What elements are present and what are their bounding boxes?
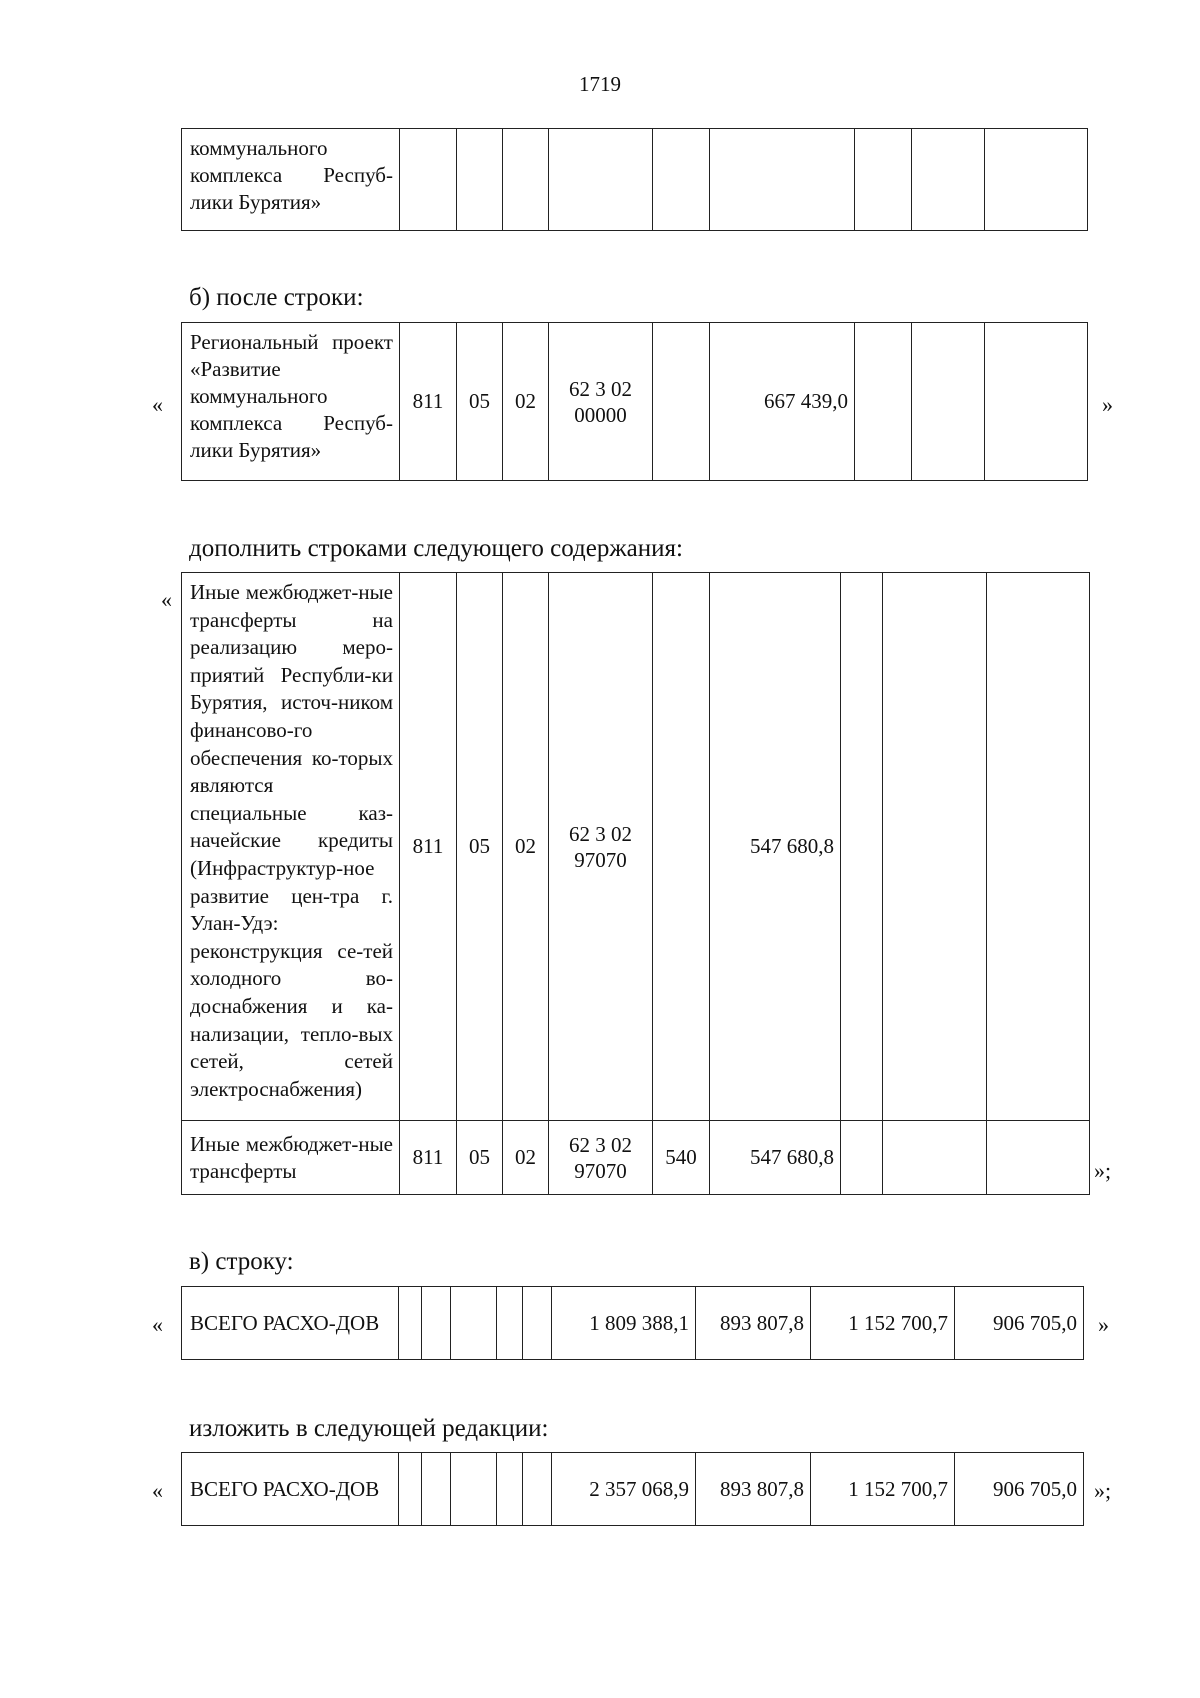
cell-sum-2: 893 807,8 (696, 1287, 811, 1360)
cell-empty (399, 1287, 422, 1360)
cell-sum-3: 1 152 700,7 (811, 1453, 955, 1526)
cell-empty (987, 573, 1090, 1121)
cell-empty (451, 1287, 497, 1360)
csr-part-2: 97070 (574, 1158, 627, 1183)
open-quote: « (152, 1478, 163, 1503)
page-number: 1719 (579, 72, 621, 96)
cell-empty (523, 1453, 552, 1526)
cell-empty (653, 129, 710, 231)
cell-vr (653, 323, 710, 481)
cell-rz: 05 (457, 323, 503, 481)
cell-pr: 02 (503, 323, 549, 481)
cell-empty (497, 1453, 523, 1526)
row-name: Региональный проект «Развитие коммунального комплекса Респуб-лики Бурятия» (182, 323, 400, 481)
row-name: Иные межбюджет-ные трансферты (182, 1121, 400, 1195)
cell-empty (855, 129, 912, 231)
csr-part-2: 00000 (574, 402, 627, 427)
cell-csr (549, 573, 653, 1121)
continuation-table (181, 128, 1088, 231)
cell-sum: 547 680,8 (710, 1121, 841, 1195)
cell-empty (710, 129, 855, 231)
close-quote: » (1102, 392, 1113, 417)
cell-rz: 05 (457, 573, 503, 1121)
after-row-table (181, 322, 1088, 481)
cell-grbs: 811 (400, 573, 457, 1121)
cell-empty (985, 323, 1088, 481)
cell-empty (399, 1453, 422, 1526)
cell-empty (985, 129, 1088, 231)
total-new-table (181, 1452, 1084, 1526)
cell-sum-1: 2 357 068,9 (552, 1453, 696, 1526)
cell-empty (503, 129, 549, 231)
close-quote: »; (1094, 1158, 1112, 1183)
section-add-heading: дополнить строками следующего содержания: (189, 535, 683, 562)
cell-sum-1: 1 809 388,1 (552, 1287, 696, 1360)
csr-part-1: 62 3 02 (569, 821, 632, 846)
row-name: Иные межбюджет-ные трансферты на реализацию меро-приятий Республи-ки Бурятия, источ-ником финансово-го обеспечения ко-торых являются специальные каз-начейские кредиты (Инфраструктур-ное развитие цен-тра г. Улан-Удэ: реконструкция се-тей холодного во-доснабжения и ка-нализации, тепло-вых сетей, сетей электроснабжения) (182, 573, 400, 1121)
cell-empty (841, 1121, 883, 1195)
cell-grbs: 811 (400, 323, 457, 481)
cell-empty (883, 1121, 987, 1195)
section-b-heading: б) после строки: (189, 284, 364, 311)
cell-empty (987, 1121, 1090, 1195)
cell-empty (422, 1287, 451, 1360)
cell-empty (457, 129, 503, 231)
cell-sum: 547 680,8 (710, 573, 841, 1121)
csr-part-2: 97070 (574, 847, 627, 872)
cell-empty (400, 129, 457, 231)
cell-sum-2: 893 807,8 (696, 1453, 811, 1526)
section-v-heading: в) строку: (189, 1248, 294, 1275)
cell-vr: 540 (653, 1121, 710, 1195)
cell-grbs: 811 (400, 1121, 457, 1195)
cell-empty (422, 1453, 451, 1526)
row-name: коммунального комплекса Респуб-лики Бурятия» (182, 129, 400, 231)
cell-pr: 02 (503, 573, 549, 1121)
cell-empty (912, 323, 985, 481)
cell-sum-3: 1 152 700,7 (811, 1287, 955, 1360)
cell-sum: 667 439,0 (710, 323, 855, 481)
cell-empty (883, 573, 987, 1121)
open-quote: « (152, 1312, 163, 1337)
row-name: ВСЕГО РАСХО-ДОВ (182, 1287, 399, 1360)
added-rows-table (181, 572, 1090, 1195)
close-quote: »; (1094, 1478, 1112, 1503)
cell-csr (549, 323, 653, 481)
cell-sum-4: 906 705,0 (955, 1287, 1084, 1360)
cell-vr (653, 573, 710, 1121)
cell-rz: 05 (457, 1121, 503, 1195)
row-name: ВСЕГО РАСХО-ДОВ (182, 1453, 399, 1526)
cell-empty (523, 1287, 552, 1360)
open-quote: « (161, 587, 172, 612)
open-quote: « (152, 392, 163, 417)
cell-pr: 02 (503, 1121, 549, 1195)
cell-empty (451, 1453, 497, 1526)
section-new-heading: изложить в следующей редакции: (189, 1415, 549, 1442)
cell-sum-4: 906 705,0 (955, 1453, 1084, 1526)
csr-part-1: 62 3 02 (569, 1132, 632, 1157)
cell-empty (549, 129, 653, 231)
cell-empty (841, 573, 883, 1121)
cell-csr (549, 1121, 653, 1195)
total-old-table (181, 1286, 1084, 1360)
cell-empty (855, 323, 912, 481)
close-quote: » (1098, 1312, 1109, 1337)
cell-empty (912, 129, 985, 231)
cell-empty (497, 1287, 523, 1360)
csr-part-1: 62 3 02 (569, 376, 632, 401)
